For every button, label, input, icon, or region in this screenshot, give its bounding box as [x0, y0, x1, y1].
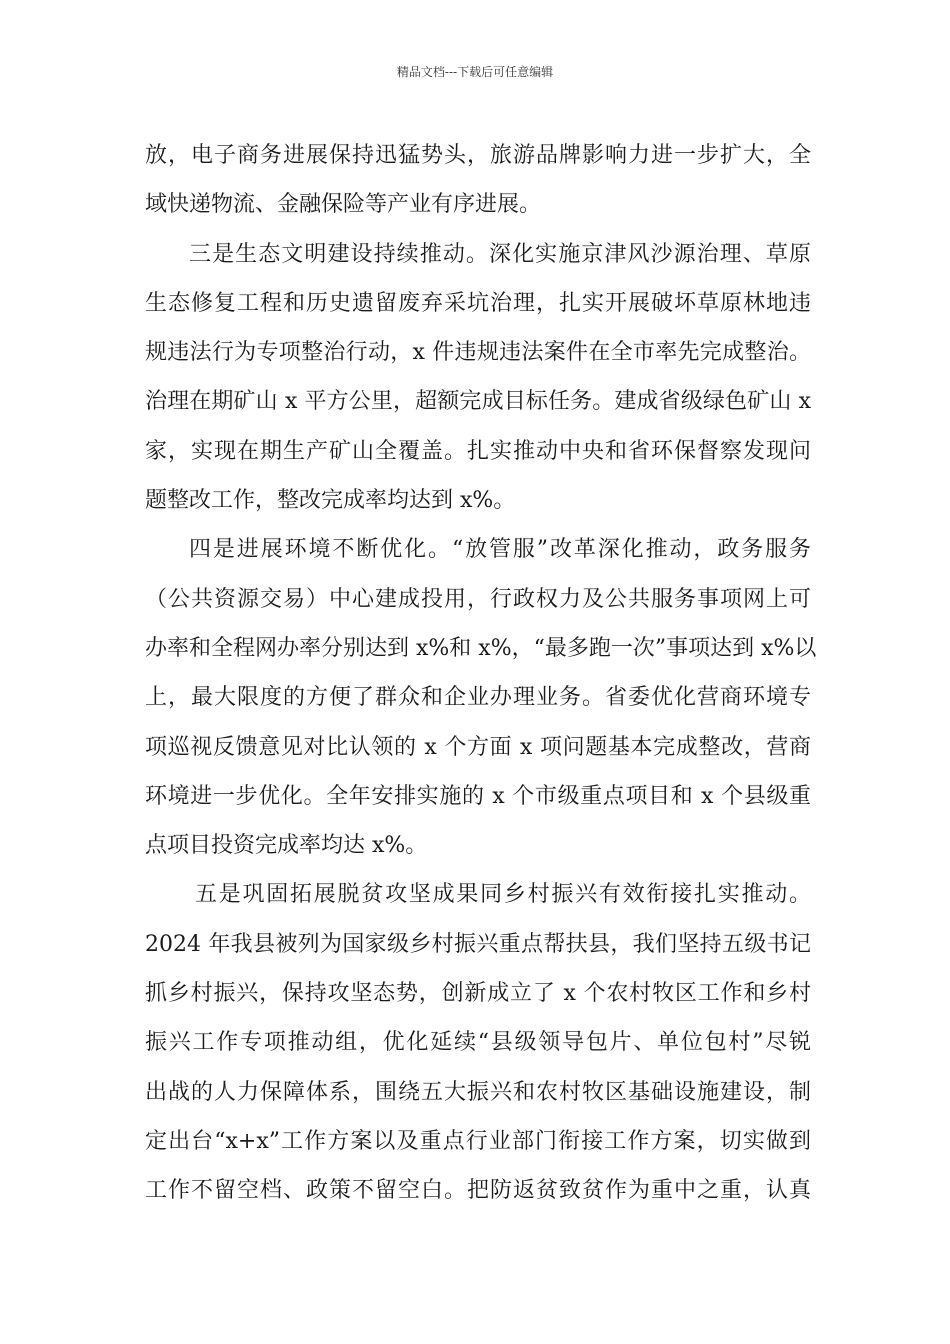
text-line: 生态修复工程和历史遗留废弃采坑治理，扎实开展破坏草原林地违 — [145, 290, 811, 316]
page-header: 精品文档---下载后可任意编辑 — [396, 65, 554, 79]
text-line: 出战的人力保障体系，围绕五大振兴和农村牧区基础设施建设，制 — [145, 1079, 811, 1105]
text-line: 工作不留空档、政策不留空白。把防返贫致贫作为重中之重，认真 — [145, 1178, 811, 1204]
paragraph — [145, 230, 811, 526]
text-line: 家，实现在期生产矿山全覆盖。扎实推动中央和省环保督察发现问 — [145, 438, 811, 464]
text-line: 定出台“x+x”工作方案以及重点行业部门衔接工作方案，切实做到 — [145, 1128, 811, 1154]
paragraph — [145, 525, 817, 870]
text-line: 2024 年我县被列为国家级乡村振兴重点帮扶县，我们坚持五级书记 — [145, 931, 811, 957]
text-line: 点项目投资完成率均达 x%。 — [145, 833, 428, 859]
text-line: 域快递物流、金融保险等产业有序进展。 — [145, 192, 542, 218]
text-line: 规违法行为专项整治行动，x 件违规违法案件在全市率先完成整治。 — [145, 340, 811, 366]
document-body — [145, 131, 817, 1216]
text-line: 项巡视反馈意见对比认领的 x 个方面 x 项问题基本完成整改，营商 — [145, 734, 811, 760]
text-line: 三是生态文明建设持续推动。深化实施京津风沙源治理、草原 — [189, 241, 811, 267]
text-line: 环境进一步优化。全年安排实施的 x 个市级重点项目和 x 个县级重 — [145, 783, 811, 809]
text-line: 上，最大限度的方便了群众和企业办理业务。省委优化营商环境专 — [145, 685, 811, 711]
text-line: 题整改工作，整改完成率均达到 x%。 — [145, 488, 516, 514]
text-line: 四是进展环境不断优化。“放管服”改革深化推动，政务服务 — [189, 537, 811, 563]
paragraph — [145, 131, 811, 230]
text-line: 治理在期矿山 x 平方公里，超额完成目标任务。建成省级绿色矿山 x — [145, 389, 811, 415]
text-line: 办率和全程网办率分别达到 x%和 x%，“最多跑一次”事项达到 x%以 — [145, 635, 817, 661]
text-line: （公共资源交易）中心建成投用，行政权力及公共服务事项网上可 — [145, 586, 811, 612]
text-line: 五是巩固拓展脱贫攻坚成果同乡村振兴有效衔接扎实推动。 — [195, 882, 811, 908]
text-line: 振兴工作专项推动组，优化延续“县级领导包片、单位包村”尽锐 — [145, 1030, 811, 1056]
text-line: 放，电子商务进展保持迅猛势头，旅游品牌影响力进一步扩大，全 — [145, 143, 811, 168]
text-line: 抓乡村振兴，保持攻坚态势，创新成立了 x 个农村牧区工作和乡村 — [145, 981, 811, 1007]
paragraph — [145, 870, 811, 1215]
